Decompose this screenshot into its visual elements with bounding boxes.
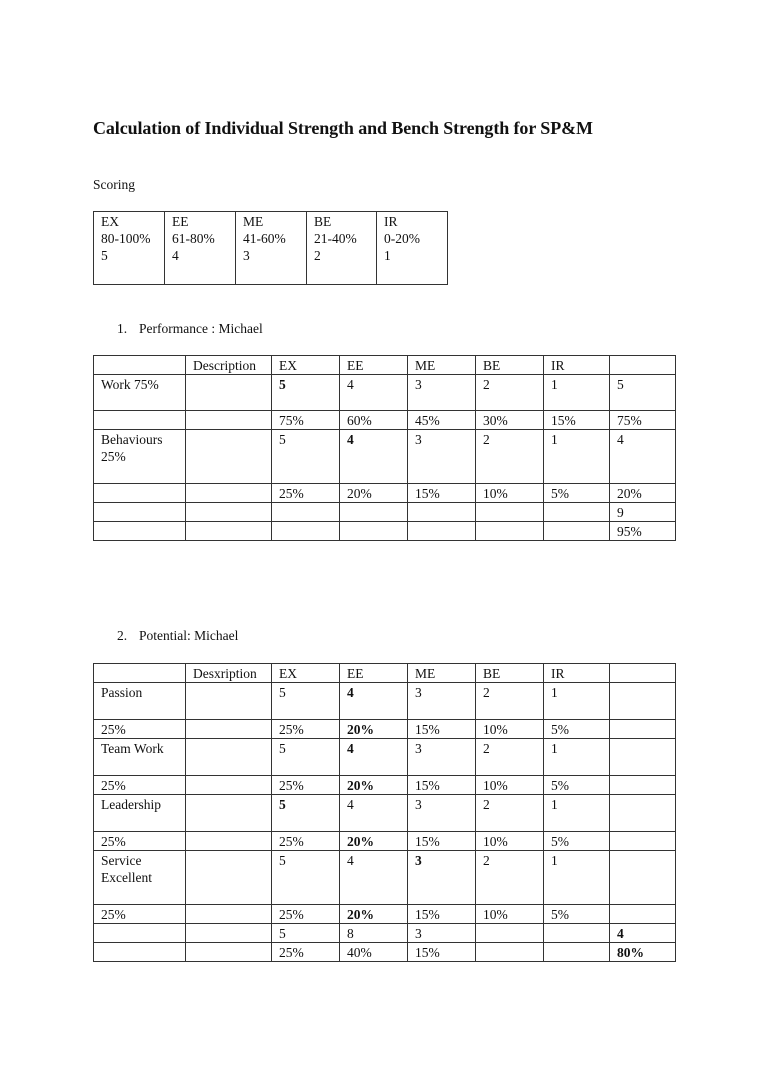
table-cell: 4 [340, 375, 408, 411]
table-cell: 25% [272, 905, 340, 924]
table-cell [186, 905, 272, 924]
scoring-cell-be [307, 212, 377, 285]
table-cell [476, 943, 544, 962]
table-cell: 75% [610, 411, 676, 430]
table-cell [610, 683, 676, 720]
table-cell: Passion [94, 683, 186, 720]
table-cell [186, 795, 272, 832]
table-cell: 25% [272, 776, 340, 795]
table-row [94, 430, 676, 484]
table-row [94, 683, 676, 720]
table-cell: 2 [476, 851, 544, 905]
table-cell: 3 [408, 430, 476, 484]
scoring-row [94, 212, 448, 285]
table-cell: 5% [544, 905, 610, 924]
table-row [94, 795, 676, 832]
scoring-code: EE [172, 214, 189, 229]
table-cell [610, 720, 676, 739]
table-cell: 20% [340, 484, 408, 503]
header-cell [610, 356, 676, 375]
table-cell: 15% [408, 905, 476, 924]
scoring-cell-ee [165, 212, 236, 285]
table-cell: Behaviours 25% [94, 430, 186, 484]
section-number: 1. [117, 321, 128, 336]
table-cell: 25% [94, 905, 186, 924]
table-cell: 1 [544, 683, 610, 720]
table-cell: 5% [544, 832, 610, 851]
table-cell [186, 851, 272, 905]
header-cell [94, 664, 186, 683]
scoring-score: 5 [101, 248, 108, 263]
table-cell: Work 75% [94, 375, 186, 411]
table-row [94, 484, 676, 503]
header-cell: Desxription [186, 664, 272, 683]
header-cell: BE [476, 356, 544, 375]
table-cell: 1 [544, 795, 610, 832]
scoring-score: 1 [384, 248, 391, 263]
scoring-score: 4 [172, 248, 179, 263]
header-cell: EE [340, 356, 408, 375]
table-cell: 2 [476, 795, 544, 832]
table-cell: 5 [272, 924, 340, 943]
scoring-label: Scoring [93, 177, 135, 192]
table-cell: 1 [544, 375, 610, 411]
table-cell [610, 851, 676, 905]
table-cell: 20% [340, 720, 408, 739]
table-cell: 15% [408, 943, 476, 962]
table-cell: 15% [544, 411, 610, 430]
table-cell [544, 522, 610, 541]
table-cell: 4 [610, 924, 676, 943]
scoring-code: IR [384, 214, 398, 229]
header-cell: IR [544, 356, 610, 375]
table-cell: 5% [544, 776, 610, 795]
table-cell: 15% [408, 776, 476, 795]
table-cell: 3 [408, 375, 476, 411]
table-cell [272, 503, 340, 522]
table-cell: 3 [408, 795, 476, 832]
table-cell [544, 943, 610, 962]
table-row [94, 503, 676, 522]
table-cell: 4 [340, 795, 408, 832]
table-cell: 5% [544, 720, 610, 739]
table-cell: 3 [408, 924, 476, 943]
table-row [94, 720, 676, 739]
table-cell: 25% [94, 776, 186, 795]
table-cell: Service Excellent [94, 851, 186, 905]
table-cell: 5 [272, 375, 340, 411]
table-row [94, 943, 676, 962]
table-cell: 5% [544, 484, 610, 503]
table-cell [94, 522, 186, 541]
table-row [94, 411, 676, 430]
table-cell: 5 [272, 739, 340, 776]
table-cell [94, 924, 186, 943]
table-cell: 3 [408, 683, 476, 720]
scoring-code: ME [243, 214, 264, 229]
table-cell [476, 522, 544, 541]
section-number: 2. [117, 628, 128, 643]
table-cell: 25% [272, 943, 340, 962]
table-cell: 20% [340, 905, 408, 924]
table-row [94, 739, 676, 776]
table-cell: 3 [408, 851, 476, 905]
table-cell: 25% [94, 832, 186, 851]
table-cell [94, 484, 186, 503]
table-cell: 2 [476, 683, 544, 720]
table-cell [476, 924, 544, 943]
table-row [94, 851, 676, 905]
table-cell [610, 905, 676, 924]
table-row [94, 522, 676, 541]
table-cell [610, 776, 676, 795]
page-title: Calculation of Individual Strength and Bench Strength for SP&M [93, 118, 593, 138]
scoring-code: EX [101, 214, 119, 229]
table-cell [186, 503, 272, 522]
header-cell: EX [272, 356, 340, 375]
table-cell [544, 924, 610, 943]
table-header-row [94, 356, 676, 375]
table-cell [186, 832, 272, 851]
table-cell [186, 924, 272, 943]
scoring-code: BE [314, 214, 332, 229]
table-cell: 2 [476, 430, 544, 484]
table-cell [610, 832, 676, 851]
header-cell [610, 664, 676, 683]
scoring-range: 0-20% [384, 231, 420, 246]
table-cell: 2 [476, 375, 544, 411]
scoring-score: 3 [243, 248, 250, 263]
table-cell: Team Work [94, 739, 186, 776]
header-cell: Description [186, 356, 272, 375]
header-cell: IR [544, 664, 610, 683]
section-heading-potential: Potential: Michael [139, 628, 239, 643]
scoring-range: 80-100% [101, 231, 151, 246]
table-row [94, 375, 676, 411]
table-cell [340, 522, 408, 541]
table-cell: 4 [340, 683, 408, 720]
table-cell: 5 [272, 851, 340, 905]
table-cell: 30% [476, 411, 544, 430]
header-cell: EX [272, 664, 340, 683]
table-cell: 10% [476, 832, 544, 851]
table-cell: 20% [340, 832, 408, 851]
table-cell: 20% [340, 776, 408, 795]
table-cell: 15% [408, 720, 476, 739]
table-cell: 10% [476, 776, 544, 795]
header-cell [94, 356, 186, 375]
scoring-cell-me [236, 212, 307, 285]
table-cell: 15% [408, 484, 476, 503]
table-cell [186, 776, 272, 795]
table-header-row [94, 664, 676, 683]
table-cell [476, 503, 544, 522]
table-cell: 8 [340, 924, 408, 943]
table-row [94, 776, 676, 795]
table-cell: 10% [476, 720, 544, 739]
table-cell [186, 375, 272, 411]
header-cell: EE [340, 664, 408, 683]
table-cell [186, 943, 272, 962]
table-cell: 5 [610, 375, 676, 411]
table-cell: 1 [544, 430, 610, 484]
table-cell [408, 503, 476, 522]
table-cell [186, 683, 272, 720]
table-cell: 5 [272, 430, 340, 484]
table-cell: 5 [272, 683, 340, 720]
table-cell: 25% [272, 484, 340, 503]
table-cell [610, 795, 676, 832]
table-cell: 40% [340, 943, 408, 962]
table-cell [340, 503, 408, 522]
scoring-cell-ir [377, 212, 448, 285]
table-cell [186, 720, 272, 739]
table-cell: Leadership [94, 795, 186, 832]
table-cell: 4 [340, 851, 408, 905]
table-row [94, 905, 676, 924]
scoring-range: 61-80% [172, 231, 215, 246]
table-cell [186, 430, 272, 484]
header-cell: BE [476, 664, 544, 683]
table-cell [94, 411, 186, 430]
table-cell: 95% [610, 522, 676, 541]
scoring-range: 21-40% [314, 231, 357, 246]
table-cell: 5 [272, 795, 340, 832]
header-cell: ME [408, 356, 476, 375]
table-cell: 10% [476, 484, 544, 503]
table-cell: 1 [544, 739, 610, 776]
table-cell: 1 [544, 851, 610, 905]
table-cell [272, 522, 340, 541]
performance-table [93, 355, 676, 541]
table-cell: 15% [408, 832, 476, 851]
scoring-table [93, 211, 448, 285]
table-cell: 3 [408, 739, 476, 776]
table-cell: 20% [610, 484, 676, 503]
table-cell [94, 503, 186, 522]
table-cell: 45% [408, 411, 476, 430]
table-cell: 9 [610, 503, 676, 522]
table-row [94, 832, 676, 851]
potential-table [93, 663, 676, 962]
table-cell [186, 739, 272, 776]
table-cell [186, 411, 272, 430]
table-cell [408, 522, 476, 541]
table-cell [186, 484, 272, 503]
table-cell: 10% [476, 905, 544, 924]
table-row [94, 924, 676, 943]
table-cell [94, 943, 186, 962]
scoring-range: 41-60% [243, 231, 286, 246]
table-cell: 75% [272, 411, 340, 430]
section-heading-performance: Performance : Michael [139, 321, 263, 336]
table-cell: 60% [340, 411, 408, 430]
header-cell: ME [408, 664, 476, 683]
table-cell: 25% [94, 720, 186, 739]
scoring-score: 2 [314, 248, 321, 263]
table-cell: 80% [610, 943, 676, 962]
scoring-cell-ex [94, 212, 165, 285]
table-cell: 4 [340, 739, 408, 776]
table-cell: 25% [272, 832, 340, 851]
table-cell [544, 503, 610, 522]
table-cell: 2 [476, 739, 544, 776]
table-cell [610, 739, 676, 776]
table-cell: 4 [610, 430, 676, 484]
table-cell: 4 [340, 430, 408, 484]
table-cell: 25% [272, 720, 340, 739]
table-cell [186, 522, 272, 541]
